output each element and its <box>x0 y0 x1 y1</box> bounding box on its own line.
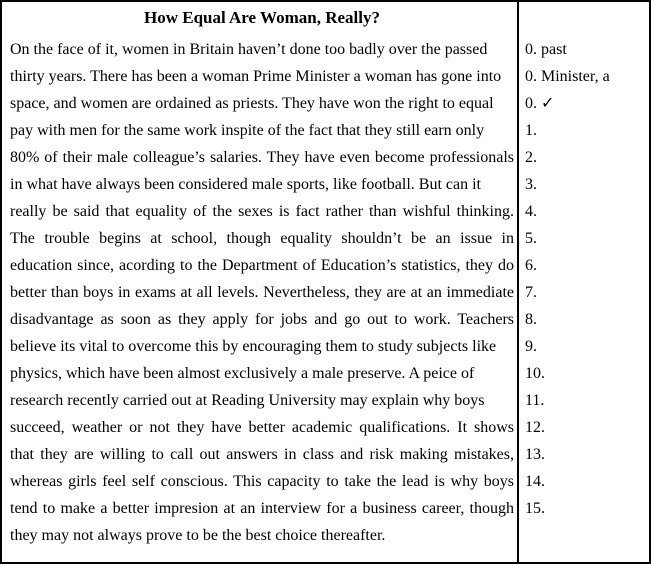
answer-item: 12. <box>525 419 545 436</box>
passage-line: whereas girls feel self conscious. This capacity to take the lead is why boys <box>10 473 514 490</box>
answer-item: 3. <box>525 176 537 193</box>
answer-item: 6. <box>525 257 537 274</box>
passage-line: they may not always prove to be the best choice thereafter. <box>10 527 386 544</box>
passage-line: The trouble begins at school, though equality shouldn’t be an issue in <box>10 230 514 247</box>
answer-item: 13. <box>525 446 545 463</box>
passage-column <box>2 2 519 562</box>
answer-item: 11. <box>525 392 545 409</box>
answer-item: 14. <box>525 473 545 490</box>
passage-line: pay with men for the same work inspite of the fact that they still earn only <box>10 122 485 139</box>
answer-item: 4. <box>525 203 537 220</box>
passage-line: thirty years. There has been a woman Prime Minister a woman has gone into <box>10 68 502 85</box>
answer-item: 8. <box>525 311 537 328</box>
answer-item-example: 0. Minister, a <box>525 68 610 85</box>
passage-line: disadvantage as soon as they apply for jobs and go out to work. Teachers <box>10 311 514 328</box>
passage-line: better than boys in exams at all levels. Nevertheless, they are at an immediate <box>10 284 514 301</box>
answer-column <box>519 2 649 562</box>
passage-line: that they are willing to call out answers in class and risk making mistakes, <box>10 446 514 463</box>
answer-item: 10. <box>525 365 545 382</box>
answer-item-example: 0. past <box>525 41 567 58</box>
answer-item: 5. <box>525 230 537 247</box>
answer-item: 15. <box>525 500 545 517</box>
answer-item: 7. <box>525 284 537 301</box>
passage-line: succeed, weather or not they have better academic qualifications. It shows <box>10 419 514 436</box>
document-title: How Equal Are Woman, Really? <box>144 8 380 27</box>
passage-line: research recently carried out at Reading University may explain why boys <box>10 392 485 409</box>
passage-line: tend to make a better impresion at an interview for a business career, though <box>10 500 514 517</box>
passage-line: in what have always been considered male sports, like football. But can it <box>10 176 481 193</box>
passage-line: physics, which have been almost exclusively a male preserve. A peice of <box>10 365 475 382</box>
passage-line: 80% of their male colleague’s salaries. They have even become professionals <box>10 149 514 166</box>
passage-line: space, and women are ordained as priests. They have won the right to equal <box>10 95 494 112</box>
passage-line: education since, acording to the Department of Education’s statistics, they do <box>10 257 514 274</box>
answer-item: 9. <box>525 338 537 355</box>
answer-item-example: 0. ✓ <box>525 95 555 112</box>
answer-item: 1. <box>525 122 537 139</box>
passage-line: On the face of it, women in Britain haven’t done too badly over the passed <box>10 41 488 58</box>
answer-item: 2. <box>525 149 537 166</box>
passage-line: really be said that equality of the sexes is fact rather than wishful thinking. <box>10 203 514 220</box>
passage-line: believe its vital to overcome this by encouraging them to study subjects like <box>10 338 497 355</box>
